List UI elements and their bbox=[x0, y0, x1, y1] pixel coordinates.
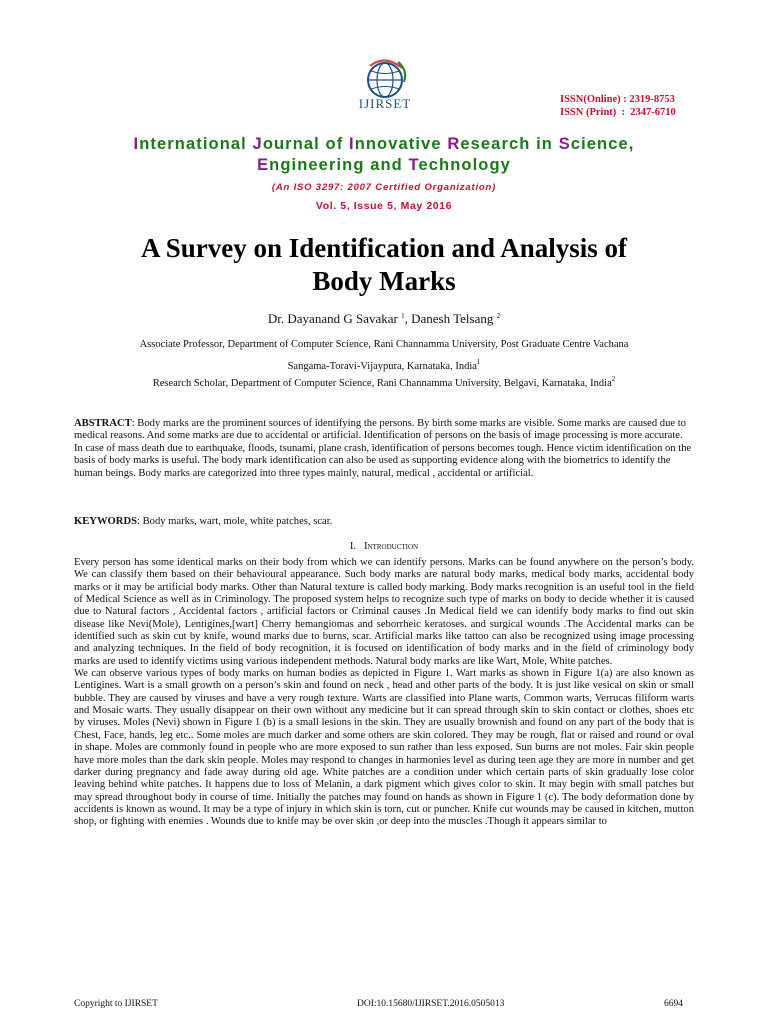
issn-online: ISSN(Online) : 2319-8753 bbox=[560, 94, 675, 105]
authors bbox=[0, 311, 768, 327]
globe-icon bbox=[340, 56, 430, 100]
paragraph-2: We can observe various types of body marks on human bodies as depicted in Figure 1. Wart marks as shown in Figure 1(a) are also known as Lentigines. Wart is a small growth on a person’s skin and found on neck , head and other parts of the body. It is just like vesical on skin or small bubble. They are caused by viruses and have a very rough texture. Warts are classified into Plane warts, Common warts, Verrucas filiform warts and Mosaic warts. They usually disappear on their own without any medicine but it can spread through skin to skin contact or clothes, shoes etc by viruses. Moles (Nevi) shown in Figure 1 (b) is a small lesions in the skin. They are usually brownish and found on any part of the body that is Chest, Face, hands, leg etc.. Some moles are much darker and some others are skin colored. They may be rough, flat or raised and round or oval in shape. Moles are commonly found in people who are more exposed to sun rather than less exposed. Sun burns are not moles. Fair skin people have more moles than the dark skin people. Moles may respond to changes in harmonies level as during teen age they are more in number and get darker during pregnancy and fade away during old age. White patches are a condition under which certain parts of skin gradually lose color leaving behind white patches. It happens due to loss of Melanin, a dark pigment which gives color to skin. It may begin with small patches but may spread throughout body in course of time. Initially the patches may found on hands as shown in Figure 1 (c). The body deformation done by accidents is known as wound. It may be a type of injury in which skin is torn, cut or puncher. Knife cut wounds may be caused in kitchen, mutton shop, or fighting with enemies . Wounds due to knife may be over skin ,or deep into the muscles .Though it appears similar to bbox=[74, 668, 694, 828]
abstract-label: ABSTRACT bbox=[74, 418, 132, 429]
footer-doi: DOI:10.15680/IJIRSET.2016.0505013 bbox=[357, 999, 505, 1009]
section-number: I. bbox=[349, 541, 357, 552]
journal-logo bbox=[340, 56, 430, 120]
affiliation-1-line1: Associate Professor, Department of Computer Science, Rani Channamma University, Post Graduate Centre Vachana bbox=[139, 339, 629, 350]
author-1: Dr. Dayanand G Savakar bbox=[267, 311, 398, 326]
author-separator: , bbox=[404, 311, 412, 326]
abstract-text: : Body marks are the prominent sources of identifying the persons. By birth some marks are visible. Some marks are caused due to medical reasons. And some marks are due to accidental or artificial. Identification of persons on the basis of image processing is more accurate. In case of mass death due to earthquake, floods, tsunami, plane crash, identification of persons becomes tough. Hence victim identification on the basis of body marks is useful. The body mark identification can also be used as supporting evidence along with the biometrics to identify the human beings. Body marks are categorized into three types mainly, natural, medical , accidental or artificial. bbox=[74, 418, 692, 479]
body-text bbox=[74, 557, 694, 829]
journal-title-line2: Engineering and Technology bbox=[257, 156, 511, 174]
paper-title bbox=[0, 232, 768, 298]
affiliation-2 bbox=[0, 376, 768, 391]
footer-page-number: 6694 bbox=[664, 999, 683, 1009]
paper-title-line2: Body Marks bbox=[312, 266, 456, 296]
affiliation-1-line2 bbox=[0, 359, 768, 374]
section-heading bbox=[0, 541, 768, 552]
author-2-sup: 2 bbox=[496, 312, 501, 320]
affiliation-1-text: Sangama-Toravi-Vijaypura, Karnataka, India bbox=[287, 361, 477, 372]
section-first-letter: I bbox=[364, 541, 368, 552]
logo-text: IJIRSET bbox=[358, 96, 412, 111]
issn-print: ISSN (Print) : 2347-6710 bbox=[560, 107, 676, 118]
author-2: Danesh Telsang bbox=[411, 311, 494, 326]
abstract bbox=[74, 418, 694, 480]
paragraph-1: Every person has some identical marks on their body from which we can identify persons. Marks can be found anywhere on the person’s body. We can classify them based on their behavioural appearance. Such body marks are natural body marks, medical body marks, accidental body marks or it may be artificial body marks. Other than Natural texture is called body marking. Body marks recognition is an useful tool in the field of Medical Science as well as in Criminology. The proposed system helps to recognize such type of marks on body to decide whether it is caused due to Natural factors , Accidental factors , artificial factors or Criminal causes .In Medical field we can identify body marks to find out skin disease like Nevi(Mole), Lentigines,[wart] Cherry hemangiomas and seborrheic keratoses. and surgical wounds .The Accidental marks can be identified such as skin cut by knife, wound marks due to burns, scar. Artificial marks like tattoo can also be recognized using image processing and analyzing techniques. In the field of body recognition, it is focused on identification of body marks and in the field of criminology body marks are used to identify victims using various independent methods. Natural body marks are like Wart, Mole, White patches. bbox=[74, 557, 694, 667]
volume-info: Vol. 5, Issue 5, May 2016 bbox=[315, 200, 453, 212]
journal-title bbox=[0, 134, 768, 176]
keywords-label: KEYWORDS bbox=[74, 516, 137, 527]
affiliation-2-sup: 2 bbox=[611, 375, 616, 383]
organization-note: (An ISO 3297: 2007 Certified Organization) bbox=[271, 182, 497, 193]
footer-copyright: Copyright to IJIRSET bbox=[74, 999, 158, 1009]
paper-title-line1: A Survey on Identification and Analysis of bbox=[140, 233, 628, 263]
keywords-text: : Body marks, wart, mole, white patches, scar. bbox=[136, 516, 333, 527]
affiliation-2-text: Research Scholar, Department of Computer Science, Rani Channamma University, Belgavi, Karnataka, India bbox=[152, 378, 612, 389]
keywords bbox=[74, 516, 694, 527]
affiliation-1-sup: 1 bbox=[476, 358, 481, 366]
author-1-sup: 1 bbox=[401, 312, 405, 320]
section-title-rest: ntroduction bbox=[367, 541, 419, 552]
issn-block bbox=[560, 93, 676, 119]
journal-title-line1: International Journal of Innovative Research in Science, bbox=[133, 135, 635, 153]
